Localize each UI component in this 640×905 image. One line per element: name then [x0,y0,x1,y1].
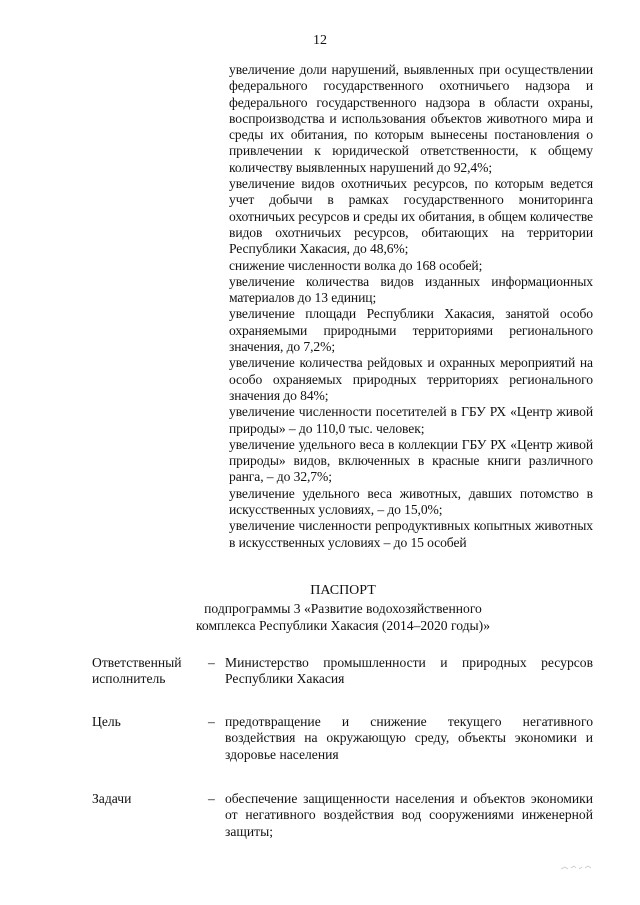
passport-row-dash: – [208,791,215,806]
indicator-item: увеличение видов охотничьих ресурсов, по которым ведется учет добычи в рамках государственного мониторинга охотничьих ресурсов и среды их обитания, в общем количестве видов охотничьих ресурсов, обитающих на территории Республики Хакасия, до 48,6%; [229,176,593,257]
indicator-item: увеличение удельного веса в коллекции ГБУ РХ «Центр живой природы» видов, включенных в красные книги различного ранга, – до 32,7%; [229,436,593,485]
passport-subtitle-line: комплекса Республики Хакасия (2014–2020 годы)» [196,618,490,633]
passport-row-label: Цель [92,714,121,729]
indicator-item: снижение численности волка до 168 особей; [229,257,483,273]
passport-row-value: Министерство промышленности и природных ресурсов Республики Хакасия [225,655,593,687]
scan-mark-icon [560,862,592,872]
passport-subtitle-line: подпрограммы 3 «Развитие водохозяйственного [204,601,482,616]
passport-row-value: обеспечение защищенности населения и объектов экономики от негативного воздействия вод сооружениями инженерной защиты; [225,791,593,839]
passport-row-value: предотвращение и снижение текущего негативного воздействия на окружающую среду, объекты экономики и здоровье населения [225,714,593,762]
indicator-item: увеличение численности посетителей в ГБУ РХ «Центр живой природы» – до 110,0 тыс. человек; [229,404,593,436]
passport-title: ПАСПОРТ [310,583,376,598]
indicator-item: увеличение доли нарушений, выявленных при осуществлении федерального государственного охотничьего надзора и федерального государственного надзора в области охраны, воспроизводства и использования объектов животного мира и среды их обитания, по которым вынесены постановления о привлечении к юридической ответственности, к общему количеству выявленных нарушений до 92,4%; [229,62,593,175]
indicator-item: увеличение количества рейдовых и охранных мероприятий на особо охраняемых природных территориях регионального значения до 84%; [229,355,593,403]
indicator-list [229,62,593,551]
passport-subtitle [0,600,640,634]
indicator-item: увеличение численности репродуктивных копытных животных в искусственных условиях – до 15 особей [229,518,593,550]
indicator-item: увеличение площади Республики Хакасия, занятой особо охраняемыми природными территориями регионального значения, до 7,2%; [229,306,593,355]
page-number: 12 [313,33,327,48]
indicator-item: увеличение удельного веса животных, давших потомство в искусственных условиях, – до 15,0%; [229,485,593,518]
passport-row-dash: – [208,655,215,670]
passport-row-label: Ответственный исполнитель [92,655,182,687]
passport-row-label: Задачи [92,791,132,806]
passport-row-dash: – [208,714,215,729]
indicator-item: увеличение количества видов изданных информационных материалов до 13 единиц; [229,273,593,306]
